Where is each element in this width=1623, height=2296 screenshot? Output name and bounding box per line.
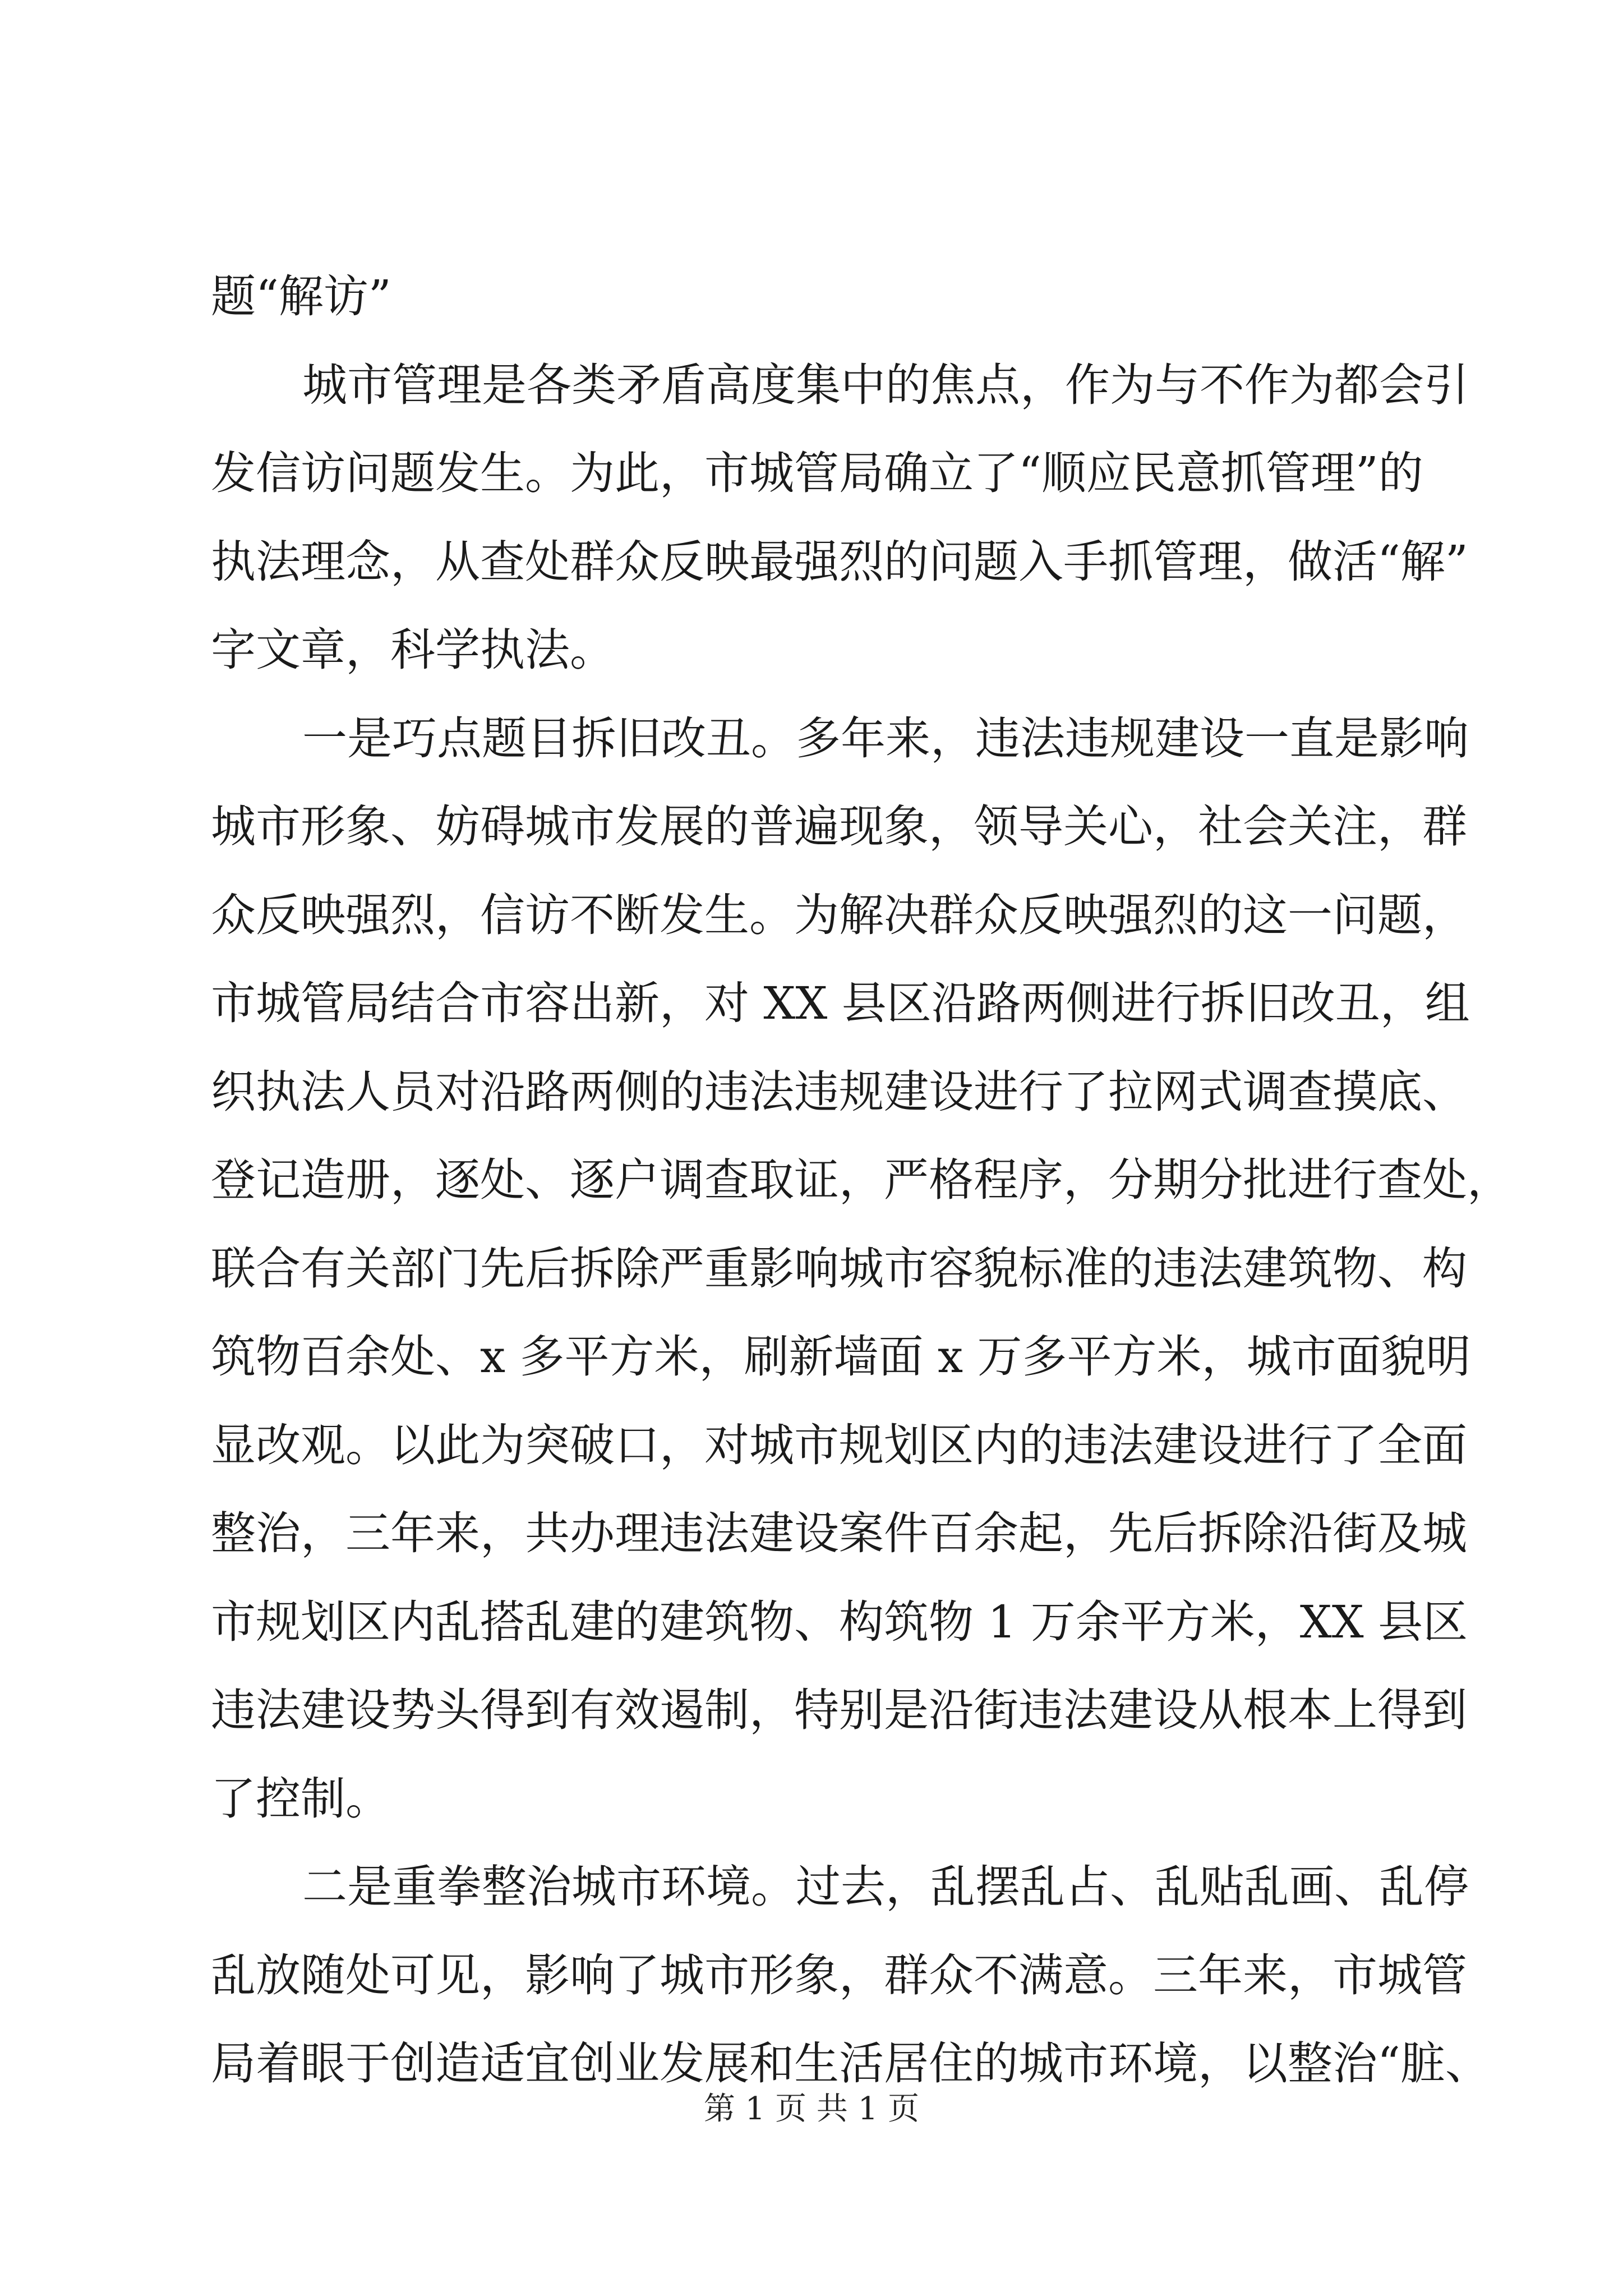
text-line: 筑物百余处、x 多平方米，刷新墙面 x 万多平方米，城市面貌明 (211, 1331, 1471, 1383)
page-number-footer: 第 1 页 共 1 页 (703, 2091, 920, 2127)
text-line: 联合有关部门先后拆除严重影响城市容貌标准的违法建筑物、构 (211, 1242, 1467, 1295)
text-line: 织执法人员对沿路两侧的违法违规建设进行了拉网式调查摸底、 (211, 1065, 1467, 1118)
text-line: 登记造册，逐处、逐户调查取证，严格程序，分期分批进行查处， (211, 1154, 1512, 1206)
text-line: 局着眼于创造适宜创业发展和生活居住的城市环境，以整治“脏、 (211, 2037, 1490, 2090)
text-line: 市城管局结合市容出新，对 XX 县区沿路两侧进行拆旧改丑，组 (211, 977, 1470, 1029)
text-line: 发信访问题发生。为此，市城管局确立了“顺应民意抓管理”的 (211, 447, 1423, 499)
text-line: 市规划区内乱搭乱建的建筑物、构筑物 1 万余平方米，XX 县区 (211, 1595, 1468, 1648)
text-line: 违法建设势头得到有效遏制，特别是沿街违法建设从根本上得到 (211, 1684, 1467, 1736)
paragraph-start-line: 城市管理是各类矛盾高度集中的焦点，作为与不作为都会引 (302, 358, 1469, 411)
text-line: 显改观。以此为突破口，对城市规划区内的违法建设进行了全面 (211, 1419, 1467, 1471)
text-line: 整治，三年来，共办理违法建设案件百余起，先后拆除沿街及城 (211, 1507, 1467, 1559)
document-body (211, 252, 1512, 2108)
paragraph-start-line: 二是重拳整治城市环境。过去，乱摆乱占、乱贴乱画、乱停 (302, 1861, 1469, 1913)
text-line: 字文章，科学执法。 (211, 624, 615, 676)
text-line: 了控制。 (211, 1772, 390, 1825)
paragraph-start-line: 一是巧点题目拆旧改丑。多年来，违法违规建设一直是影响 (302, 712, 1469, 765)
text-line: 题“解访” (211, 270, 391, 323)
text-line: 众反映强烈，信访不断发生。为解决群众反映强烈的这一问题， (211, 889, 1467, 941)
text-line: 乱放随处可见，影响了城市形象，群众不满意。三年来，市城管 (211, 1949, 1467, 2001)
text-line: 城市形象、妨碍城市发展的普遍现象，领导关心，社会关注，群 (211, 800, 1467, 853)
text-line: 执法理念，从查处群众反映最强烈的问题入手抓管理，做活“解” (211, 535, 1468, 588)
